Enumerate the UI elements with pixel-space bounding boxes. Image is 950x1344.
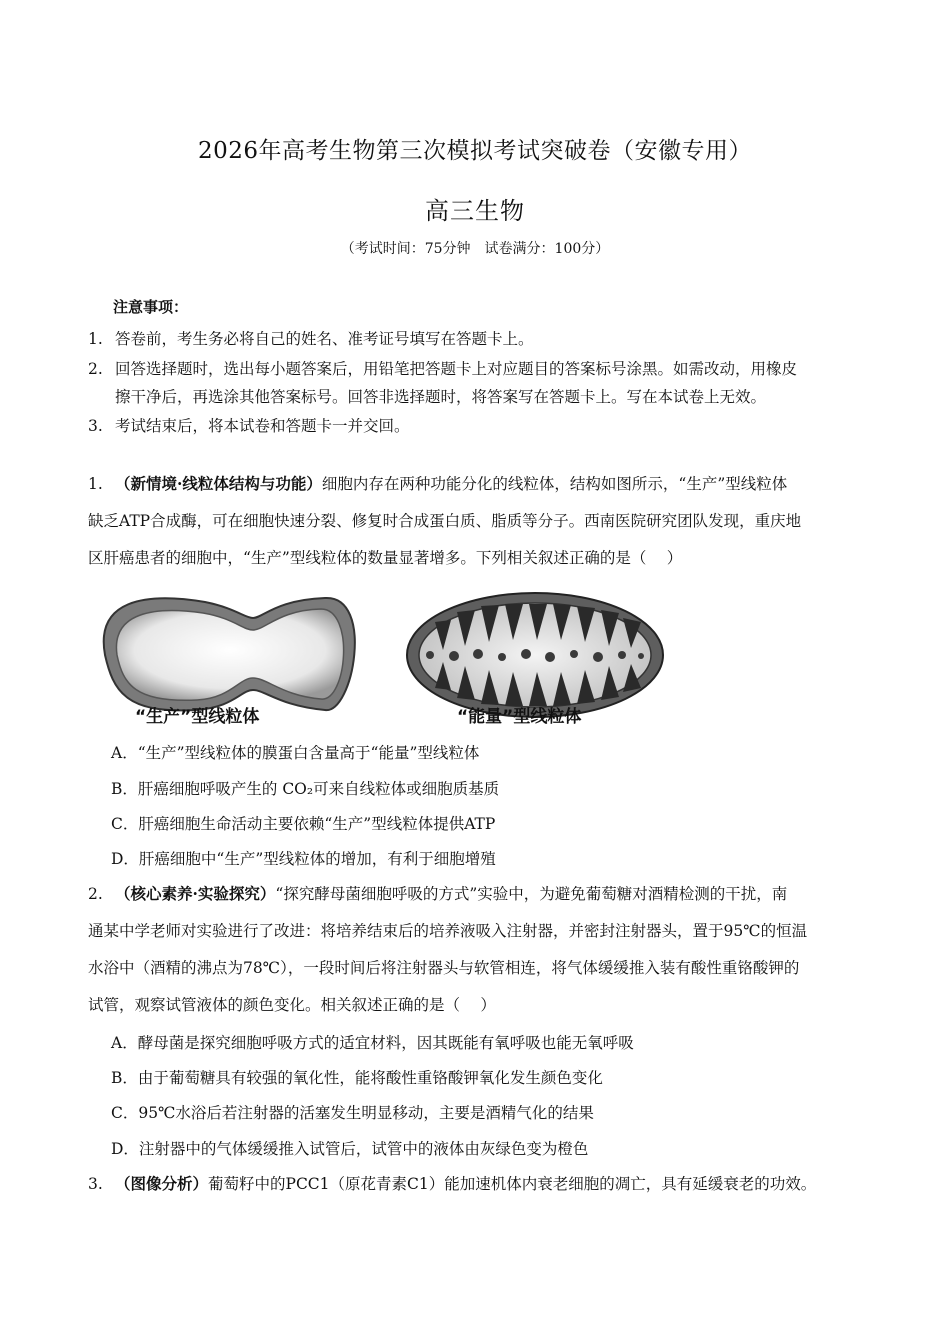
question-text: 区肝癌患者的细胞中，“生产”型线粒体的数量显著增多。下列相关叙述正确的是（ ） [88, 549, 683, 567]
notice-item-text: 答卷前，考生务必将自己的姓名、准考证号填写在答题卡上。 [115, 330, 534, 348]
production-mitochondrion-caption: “生产”型线粒体 [135, 707, 260, 727]
question-tag: （图像分析） [115, 1174, 209, 1193]
production-mitochondrion-illustration [104, 598, 355, 710]
question-text: 通某中学老师对实验进行了改进：将培养结束后的培养液吸入注射器，并密封注射器头，置于95℃的恒温 [88, 922, 808, 940]
notice-item-text: 考试结束后，将本试卷和答题卡一并交回。 [115, 417, 410, 435]
exam-time-info: （考试时间：75分钟 试卷满分：100分） [340, 241, 610, 257]
energy-mitochondrion-caption: “能量”型线粒体 [457, 707, 582, 727]
question-2-option-a: A．酵母菌是探究细胞呼吸方式的适宜材料，因其既能有氧呼吸也能无氧呼吸 [111, 1034, 634, 1052]
question-text: 细胞内存在两种功能分化的线粒体，结构如图所示，“生产”型线粒体 [321, 475, 788, 493]
question-tag: （核心素养·实验探究） [115, 884, 276, 903]
question-2-option-b: B．由于葡萄糖具有较强的氧化性，能将酸性重铬酸钾氧化发生颜色变化 [111, 1069, 603, 1087]
notice-item-number: 2. [88, 360, 103, 378]
notice-item [88, 414, 410, 436]
question-tag: （新情境·线粒体结构与功能） [115, 474, 322, 493]
question-text: 葡萄籽中的PCC1（原花青素C1）能加速机体内衰老细胞的凋亡，具有延缓衰老的功效。 [208, 1175, 817, 1193]
question-number: 2. [88, 885, 103, 903]
energy-mitochondrion-illustration [407, 593, 663, 717]
question-text: 缺乏ATP合成酶，可在细胞快速分裂、修复时合成蛋白质、脂质等分子。西南医院研究团队发现，重庆地 [88, 512, 802, 530]
notice-item [88, 327, 534, 349]
question-1-option-b: B．肝癌细胞呼吸产生的 CO₂可来自线粒体或细胞质基质 [111, 780, 500, 798]
question-number: 1. [88, 475, 103, 493]
exam-title: 2026年高考生物第三次模拟考试突破卷（安徽专用） [197, 138, 753, 164]
question-1-option-c: C．肝癌细胞生命活动主要依赖“生产”型线粒体提供ATP [111, 815, 496, 833]
question-number: 3. [88, 1175, 103, 1193]
question-2-option-d: D．注射器中的气体缓缓推入试管后，试管中的液体由灰绿色变为橙色 [111, 1140, 589, 1158]
question-3-stem [88, 1172, 816, 1194]
notice-item-number: 1. [88, 330, 103, 348]
question-2-option-c: C．95℃水浴后若注射器的活塞发生明显移动，主要是酒精气化的结果 [111, 1104, 594, 1122]
notice-item-continuation: 擦干净后，再选涂其他答案标号。回答非选择题时，将答案写在答题卡上。写在本试卷上无效。 [115, 388, 767, 406]
notice-title: 注意事项： [113, 298, 189, 316]
exam-subtitle: 高三生物 [425, 197, 525, 225]
notice-item-number: 3. [88, 417, 103, 435]
notice-item [88, 357, 797, 379]
question-1-stem [88, 472, 787, 494]
question-text: 水浴中（酒精的沸点为78℃），一段时间后将注射器头与软管相连，将气体缓缓推入装有酸性重铬酸钾的 [88, 959, 800, 977]
question-text: “探究酵母菌细胞呼吸的方式”实验中，为避免葡萄糖对酒精检测的干扰，南 [275, 885, 788, 903]
question-1-option-a: A．“生产”型线粒体的膜蛋白含量高于“能量”型线粒体 [111, 744, 480, 762]
notice-item-text: 回答选择题时，选出每小题答案后，用铅笔把答题卡上对应题目的答案标号涂黑。如需改动，用橡皮 [115, 360, 798, 378]
question-2-stem [88, 882, 787, 904]
question-text: 试管，观察试管液体的颜色变化。相关叙述正确的是（ ） [88, 996, 496, 1014]
question-1-option-d: D．肝癌细胞中“生产”型线粒体的增加，有利于细胞增殖 [111, 850, 496, 868]
